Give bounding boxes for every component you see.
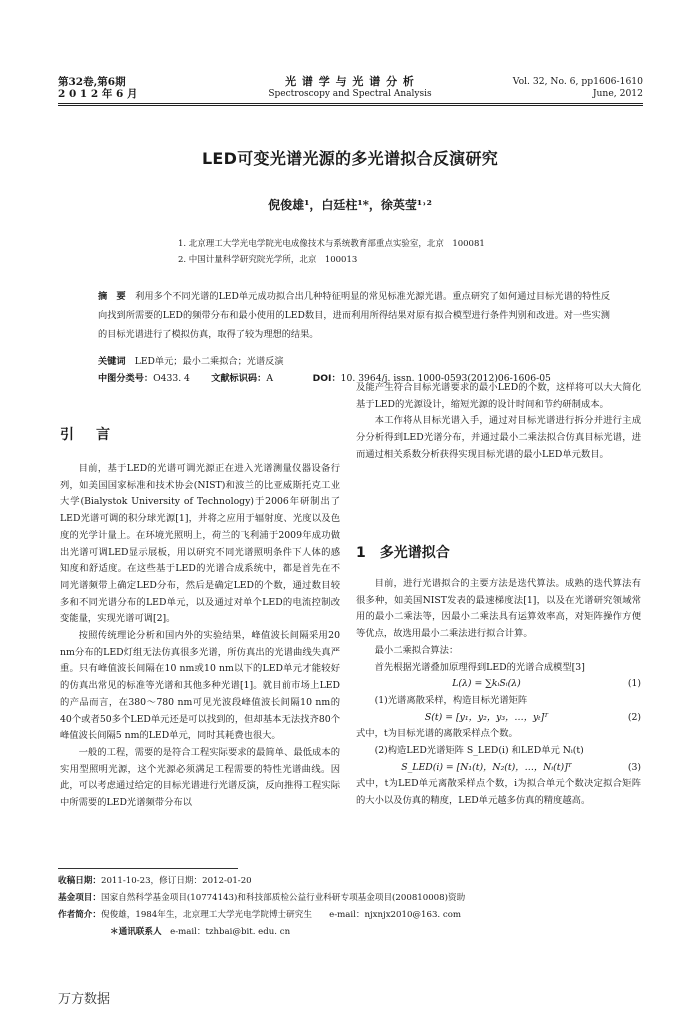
footnote-received — [58, 873, 658, 890]
intro-paragraph-3: 一般的工程，需要的是符合工程实际要求的最简单、最低成本的实用型照明光源，这个光源必须满足工程需要的特性光谱曲线。因此，可以考虑通过给定的目标光谱进行光谱反演，反向推得工程实际中所需要的LED光谱频带分布以 — [60, 746, 340, 809]
equation-2-number: (2) — [627, 711, 641, 723]
journal-title-cn: 光 谱 学 与 光 谱 分 析 — [285, 75, 415, 88]
step-2: (2)构造LED光谱矩阵 S_LED(i) 和LED单元 Nᵢ(t) — [374, 745, 584, 757]
step-2-note: 式中，t为LED单元离散采样点个数，i为拟合单元个数决定拟合矩阵的大小以及仿真的精度，LED单元越多仿真的精度越高。 — [356, 778, 641, 807]
keywords — [98, 354, 618, 370]
footnote-corresponding-text: e-mail：tzhbai@bit. edu. cn — [161, 927, 291, 937]
intro-paragraph-5: 本工作将从目标光谱入手，通过对目标光谱进行拆分并进行主成分分析得到LED光谱分布，并通过最小二乘法拟合仿真目标光谱，进而通过相关系数分析获得实现目标光谱的最小LED单元数目。 — [356, 415, 641, 460]
footnote-funding — [58, 890, 658, 907]
right-column-top — [356, 380, 641, 464]
footnote-funding-text: 国家自然科学基金项目(10774143)和科技部质检公益行业科研专项基金项目(200810008)资助 — [100, 893, 466, 903]
doc-value: A — [266, 373, 273, 384]
intro-paragraph-2: 按照传统理论分析和国内外的实验结果，峰值波长间隔采用20 nm分布的LED灯组无法仿真很多光谱，所仿真出的光谱曲线失真严重。只有峰值波长间隔在10 nm或10 nm以下的LED单元才能较好的仿真出常见的标准等光谱和其他多种光谱[1]。就目前市场上LED的产品而言，在380～780 nm可见光波段峰值波长间隔10 nm的40个或者50多个LED单元还是可以找到的，但却基本无法找齐80个峰值波长间隔5 nm的LED单元，同时其耗费也很大。 — [60, 630, 340, 742]
step-1: (1)光谱离散采样，构造目标光谱矩阵 — [374, 694, 528, 706]
step-1-note: 式中，t为目标光谱的离散采样点个数。 — [356, 728, 518, 740]
watermark: 万方数据 — [58, 992, 111, 1007]
intro-paragraph-1: 目前，基于LED的光谱可调光源正在进入光谱测量仪器设备行列，如美国国家标准和技术协会(NIST)和波兰的比亚威斯托克工业大学(Bialystok University of Technology)于2006年研制出了LED光谱可调的积分球光源[1]，并将之应用于辐射度、光度以及色度的光学计量上。在环境光照明上，荷兰的飞利浦于2009年成功做出光谱可调LED显示展板，用以研究不同光谱照明条件下人体的感知度和舒适度。在这些基于LED的光谱合成系统中，都是首先在不同光谱频带上确定LED分布，然后是确定LED的个数，通过数目较多和不同光谱分布的LED单元，以及通过对单个LED的电流控制改变能量，实现光谱可调[2]。 — [60, 463, 340, 625]
footnote-author-label: 作者简介： — [58, 910, 101, 920]
equation-3-formula: S_LED(i) = [N₁(t)，N₂(t)，…，Nᵢ(t)]ᵀ — [401, 761, 572, 773]
footnote-received-text: 2011-10-23，修订日期：2012-01-20 — [100, 876, 252, 886]
volume-en: Vol. 32, No. 6, pp1606-1610 — [512, 76, 643, 87]
section-1-title: 1 多光谱拟合 — [356, 545, 450, 561]
authors: 倪俊雄¹，白廷柱¹*，徐英莹¹˒² — [268, 198, 432, 212]
equation-1 — [356, 676, 641, 693]
keywords-text: LED单元；最小二乘拟合；光谱反演 — [134, 356, 284, 367]
left-column — [60, 461, 340, 812]
section-intro-title: 引 言 — [60, 427, 114, 443]
footnote-funding-label: 基金项目： — [58, 893, 101, 903]
header-rule — [58, 103, 643, 106]
footnote-corresponding-label: ＊通讯联系人 — [110, 927, 162, 937]
equation-2-formula: S(t) = [y₁，y₂，y₃，…，yₜ]ᵀ — [424, 711, 549, 723]
intro-paragraph-4: 及能产生符合目标光谱要求的最小LED的个数，这样将可以大大简化基于LED的光源设计，缩短光源的设计时间和节约研制成本。 — [356, 382, 641, 410]
abstract-label: 摘 要 — [98, 291, 126, 302]
doi-label: DOI： — [312, 373, 341, 384]
footnote-author — [58, 907, 658, 924]
equation-2 — [356, 710, 641, 727]
equation-1-formula: L(λ) = ∑kᵢSᵢ(λ) — [452, 678, 521, 690]
footnote-received-label: 收稿日期： — [58, 876, 101, 886]
affiliation-1: 1. 北京理工大学光电学院光电成像技术与系统教育部重点实验室，北京 100081 — [178, 239, 485, 249]
keywords-label: 关键词 — [98, 356, 126, 367]
footnotes — [58, 873, 658, 941]
date-en: June, 2012 — [592, 88, 643, 99]
lsq-heading: 最小二乘拟合算法： — [374, 644, 459, 656]
equation-1-number: (1) — [627, 678, 641, 690]
doc-label: 文献标识码： — [211, 373, 267, 384]
right-column-body — [356, 576, 641, 810]
footnote-rule — [58, 868, 238, 869]
abstract-text: 利用多个不同光谱的LED单元成功拟合出几种特征明显的常见标准光源光谱。重点研究了如何通过目标光谱的特性反向找到所需要的LED的频带分布和最小使用的LED数目，进而利用所得结果对原有拟合模型进行条件判别和改进。对一些实测的目标光谱进行了模拟仿真，取得了较为理想的结果。 — [98, 291, 611, 340]
equation-3 — [356, 760, 641, 777]
footnote-author-text: 倪俊雄，1984年生，北京理工大学光电学院博士研究生 e-mail：njxnjx2010@163. com — [100, 910, 462, 920]
lsq-intro: 首先根据光谱叠加原理得到LED的光谱合成模型[3] — [374, 661, 585, 673]
date-cn: 2 0 1 2 年 6 月 — [58, 88, 138, 100]
affiliation-2: 2. 中国计量科学研究院光学所，北京 100013 — [178, 255, 358, 265]
method-paragraph: 目前，进行光谱拟合的主要方法是迭代算法。成熟的迭代算法有很多种，如美国NIST发表的最速梯度法[1]，以及在光谱研究领域常用的最小二乘法等，因最小二乘法具有运算效率高，对矩阵操作方便等优点，故选用最小二乘法进行拟合计算。 — [356, 578, 641, 640]
footnote-corresponding — [58, 924, 658, 941]
doi-value: 10. 3964/j. issn. 1000-0593(2012)06-1606-05 — [340, 373, 551, 384]
volume-cn: 第32卷,第6期 — [58, 76, 126, 88]
equation-3-number: (3) — [627, 761, 641, 773]
paper-title: LED可变光谱光源的多光谱拟合反演研究 — [201, 149, 499, 168]
abstract — [98, 287, 610, 344]
clc-value: O433. 4 — [153, 373, 190, 384]
clc-label: 中图分类号： — [98, 373, 154, 384]
journal-title-en: Spectroscopy and Spectral Analysis — [268, 89, 432, 99]
